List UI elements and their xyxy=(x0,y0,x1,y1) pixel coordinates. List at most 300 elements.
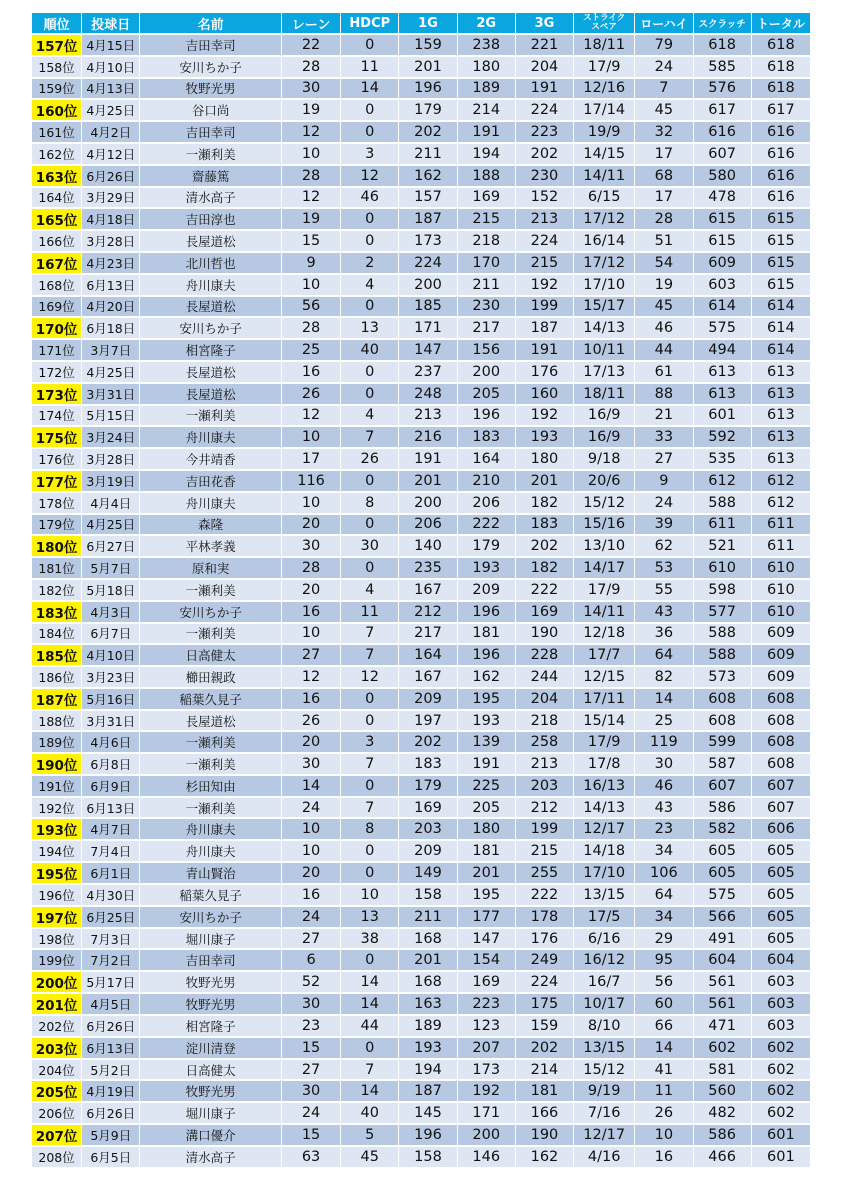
game-1-cell: 237 xyxy=(399,362,456,382)
lane-cell: 16 xyxy=(282,362,340,382)
name-cell: 原和実 xyxy=(140,558,281,578)
strike-spare-cell: 17/9 xyxy=(574,57,634,77)
date-cell: 6月5日 xyxy=(82,1147,139,1167)
game-1-cell: 197 xyxy=(399,711,456,731)
game-3-cell: 249 xyxy=(516,950,573,970)
game-1-cell: 201 xyxy=(399,950,456,970)
date-cell: 4月20日 xyxy=(82,297,139,317)
game-3-cell: 183 xyxy=(516,515,573,535)
game-1-cell: 163 xyxy=(399,994,456,1014)
game-2-cell: 196 xyxy=(458,645,515,665)
lane-cell: 116 xyxy=(282,471,340,491)
rank-cell: 176位 xyxy=(32,449,81,469)
strike-spare-cell: 18/11 xyxy=(574,384,634,404)
date-cell: 5月7日 xyxy=(82,558,139,578)
hdcp-cell: 0 xyxy=(341,711,398,731)
name-cell: 吉田花香 xyxy=(140,471,281,491)
rank-cell: 179位 xyxy=(32,515,81,535)
game-2-cell: 146 xyxy=(458,1147,515,1167)
strike-spare-cell: 14/11 xyxy=(574,602,634,622)
game-1-cell: 202 xyxy=(399,122,456,142)
name-cell: 舟川康夫 xyxy=(140,427,281,447)
strike-spare-cell: 13/15 xyxy=(574,1038,634,1058)
game-1-cell: 196 xyxy=(399,1125,456,1145)
rank-cell: 208位 xyxy=(32,1147,81,1167)
table-row xyxy=(32,384,810,404)
game-1-cell: 168 xyxy=(399,972,456,992)
hdcp-cell: 12 xyxy=(341,667,398,687)
header-game-3: 3G xyxy=(516,13,573,33)
total-cell: 604 xyxy=(752,950,810,970)
date-cell: 4月19日 xyxy=(82,1081,139,1101)
low-high-cell: 64 xyxy=(635,885,692,905)
low-high-cell: 60 xyxy=(635,994,692,1014)
low-high-cell: 25 xyxy=(635,711,692,731)
total-cell: 610 xyxy=(752,602,810,622)
date-cell: 6月1日 xyxy=(82,863,139,883)
date-cell: 6月13日 xyxy=(82,275,139,295)
game-1-cell: 213 xyxy=(399,406,456,426)
low-high-cell: 51 xyxy=(635,231,692,251)
hdcp-cell: 7 xyxy=(341,645,398,665)
game-2-cell: 225 xyxy=(458,776,515,796)
total-cell: 616 xyxy=(752,188,810,208)
date-cell: 4月3日 xyxy=(82,602,139,622)
strike-spare-cell: 12/17 xyxy=(574,1125,634,1145)
lane-cell: 15 xyxy=(282,231,340,251)
low-high-cell: 44 xyxy=(635,340,692,360)
scratch-cell: 586 xyxy=(694,798,751,818)
strike-spare-cell: 17/7 xyxy=(574,645,634,665)
table-row xyxy=(32,449,810,469)
game-2-cell: 188 xyxy=(458,166,515,186)
lane-cell: 10 xyxy=(282,841,340,861)
name-cell: 一瀬利美 xyxy=(140,798,281,818)
game-3-cell: 192 xyxy=(516,406,573,426)
table-row xyxy=(32,1125,810,1145)
lane-cell: 26 xyxy=(282,384,340,404)
game-1-cell: 158 xyxy=(399,1147,456,1167)
game-2-cell: 164 xyxy=(458,449,515,469)
table-row xyxy=(32,144,810,164)
hdcp-cell: 14 xyxy=(341,1081,398,1101)
hdcp-cell: 14 xyxy=(341,972,398,992)
low-high-cell: 34 xyxy=(635,841,692,861)
scratch-cell: 617 xyxy=(694,100,751,120)
game-1-cell: 157 xyxy=(399,188,456,208)
game-2-cell: 169 xyxy=(458,972,515,992)
strike-spare-cell: 14/17 xyxy=(574,558,634,578)
low-high-cell: 32 xyxy=(635,122,692,142)
name-cell: 牧野光男 xyxy=(140,994,281,1014)
total-cell: 611 xyxy=(752,515,810,535)
game-2-cell: 215 xyxy=(458,209,515,229)
header-game-1: 1G xyxy=(399,13,456,33)
strike-spare-cell: 17/11 xyxy=(574,689,634,709)
date-cell: 4月10日 xyxy=(82,645,139,665)
game-3-cell: 190 xyxy=(516,1125,573,1145)
header-total: トータル xyxy=(752,13,810,33)
low-high-cell: 46 xyxy=(635,776,692,796)
strike-spare-cell: 4/16 xyxy=(574,1147,634,1167)
rank-cell: 201位 xyxy=(32,994,81,1014)
lane-cell: 27 xyxy=(282,929,340,949)
low-high-cell: 26 xyxy=(635,1103,692,1123)
game-3-cell: 160 xyxy=(516,384,573,404)
game-3-cell: 224 xyxy=(516,231,573,251)
total-cell: 615 xyxy=(752,231,810,251)
hdcp-cell: 0 xyxy=(341,362,398,382)
scratch-cell: 602 xyxy=(694,1038,751,1058)
game-1-cell: 179 xyxy=(399,100,456,120)
game-3-cell: 199 xyxy=(516,297,573,317)
strike-spare-cell: 13/10 xyxy=(574,536,634,556)
game-2-cell: 183 xyxy=(458,427,515,447)
date-cell: 5月16日 xyxy=(82,689,139,709)
total-cell: 614 xyxy=(752,318,810,338)
lane-cell: 15 xyxy=(282,1125,340,1145)
table-row xyxy=(32,253,810,273)
table-row xyxy=(32,340,810,360)
total-cell: 608 xyxy=(752,732,810,752)
name-cell: 稲葉久見子 xyxy=(140,885,281,905)
game-2-cell: 192 xyxy=(458,1081,515,1101)
date-cell: 3月7日 xyxy=(82,340,139,360)
table-row xyxy=(32,275,810,295)
low-high-cell: 16 xyxy=(635,1147,692,1167)
name-cell: 牧野光男 xyxy=(140,79,281,99)
game-1-cell: 140 xyxy=(399,536,456,556)
total-cell: 611 xyxy=(752,536,810,556)
lane-cell: 10 xyxy=(282,624,340,644)
total-cell: 603 xyxy=(752,972,810,992)
rank-cell: 187位 xyxy=(32,689,81,709)
table-row xyxy=(32,558,810,578)
table-row xyxy=(32,231,810,251)
game-1-cell: 211 xyxy=(399,144,456,164)
game-2-cell: 156 xyxy=(458,340,515,360)
rank-cell: 192位 xyxy=(32,798,81,818)
total-cell: 603 xyxy=(752,994,810,1014)
hdcp-cell: 0 xyxy=(341,122,398,142)
game-3-cell: 202 xyxy=(516,144,573,164)
strike-spare-cell: 6/15 xyxy=(574,188,634,208)
lane-cell: 12 xyxy=(282,188,340,208)
game-2-cell: 189 xyxy=(458,79,515,99)
hdcp-cell: 0 xyxy=(341,863,398,883)
game-3-cell: 166 xyxy=(516,1103,573,1123)
table-row xyxy=(32,100,810,120)
total-cell: 609 xyxy=(752,667,810,687)
game-2-cell: 196 xyxy=(458,406,515,426)
date-cell: 4月2日 xyxy=(82,122,139,142)
game-2-cell: 181 xyxy=(458,624,515,644)
header-game-2: 2G xyxy=(458,13,515,33)
lane-cell: 10 xyxy=(282,493,340,513)
game-3-cell: 215 xyxy=(516,253,573,273)
low-high-cell: 64 xyxy=(635,645,692,665)
low-high-cell: 30 xyxy=(635,754,692,774)
game-1-cell: 202 xyxy=(399,732,456,752)
table-row xyxy=(32,297,810,317)
game-2-cell: 139 xyxy=(458,732,515,752)
game-1-cell: 162 xyxy=(399,166,456,186)
strike-spare-cell: 17/8 xyxy=(574,754,634,774)
date-cell: 4月15日 xyxy=(82,35,139,55)
total-cell: 614 xyxy=(752,297,810,317)
game-2-cell: 179 xyxy=(458,536,515,556)
table-row xyxy=(32,819,810,839)
strike-spare-cell: 17/5 xyxy=(574,907,634,927)
rank-cell: 171位 xyxy=(32,340,81,360)
total-cell: 605 xyxy=(752,841,810,861)
game-2-cell: 207 xyxy=(458,1038,515,1058)
low-high-cell: 17 xyxy=(635,188,692,208)
name-cell: 一瀬利美 xyxy=(140,624,281,644)
low-high-cell: 68 xyxy=(635,166,692,186)
lane-cell: 24 xyxy=(282,907,340,927)
game-3-cell: 222 xyxy=(516,885,573,905)
lane-cell: 10 xyxy=(282,275,340,295)
game-3-cell: 191 xyxy=(516,79,573,99)
game-3-cell: 222 xyxy=(516,580,573,600)
table-row xyxy=(32,841,810,861)
total-cell: 601 xyxy=(752,1125,810,1145)
date-cell: 6月26日 xyxy=(82,166,139,186)
low-high-cell: 56 xyxy=(635,972,692,992)
rank-cell: 182位 xyxy=(32,580,81,600)
name-cell: 一瀬利美 xyxy=(140,580,281,600)
table-row xyxy=(32,994,810,1014)
total-cell: 613 xyxy=(752,384,810,404)
hdcp-cell: 0 xyxy=(341,209,398,229)
low-high-cell: 45 xyxy=(635,100,692,120)
rank-cell: 196位 xyxy=(32,885,81,905)
lane-cell: 17 xyxy=(282,449,340,469)
name-cell: 平林孝義 xyxy=(140,536,281,556)
lane-cell: 12 xyxy=(282,122,340,142)
low-high-cell: 11 xyxy=(635,1081,692,1101)
scratch-cell: 607 xyxy=(694,776,751,796)
scratch-cell: 521 xyxy=(694,536,751,556)
total-cell: 606 xyxy=(752,819,810,839)
strike-spare-cell: 10/17 xyxy=(574,994,634,1014)
game-2-cell: 222 xyxy=(458,515,515,535)
game-3-cell: 214 xyxy=(516,1060,573,1080)
rank-cell: 170位 xyxy=(32,318,81,338)
date-cell: 3月29日 xyxy=(82,188,139,208)
game-1-cell: 167 xyxy=(399,667,456,687)
scratch-cell: 598 xyxy=(694,580,751,600)
game-2-cell: 214 xyxy=(458,100,515,120)
scratch-cell: 613 xyxy=(694,384,751,404)
hdcp-cell: 12 xyxy=(341,166,398,186)
table-row xyxy=(32,166,810,186)
rank-cell: 206位 xyxy=(32,1103,81,1123)
total-cell: 605 xyxy=(752,929,810,949)
low-high-cell: 82 xyxy=(635,667,692,687)
date-cell: 5月15日 xyxy=(82,406,139,426)
game-3-cell: 228 xyxy=(516,645,573,665)
rank-cell: 184位 xyxy=(32,624,81,644)
total-cell: 617 xyxy=(752,100,810,120)
total-cell: 616 xyxy=(752,144,810,164)
date-cell: 6月26日 xyxy=(82,1103,139,1123)
name-cell: 相宮隆子 xyxy=(140,340,281,360)
game-1-cell: 212 xyxy=(399,602,456,622)
table-row xyxy=(32,188,810,208)
hdcp-cell: 0 xyxy=(341,841,398,861)
total-cell: 613 xyxy=(752,427,810,447)
total-cell: 612 xyxy=(752,471,810,491)
name-cell: 長屋道松 xyxy=(140,711,281,731)
game-1-cell: 200 xyxy=(399,493,456,513)
name-cell: 櫛田親政 xyxy=(140,667,281,687)
strike-spare-cell: 17/13 xyxy=(574,362,634,382)
lane-cell: 30 xyxy=(282,1081,340,1101)
name-cell: 安川ちか子 xyxy=(140,602,281,622)
total-cell: 602 xyxy=(752,1038,810,1058)
game-1-cell: 216 xyxy=(399,427,456,447)
total-cell: 607 xyxy=(752,798,810,818)
total-cell: 618 xyxy=(752,79,810,99)
game-2-cell: 218 xyxy=(458,231,515,251)
low-high-cell: 66 xyxy=(635,1016,692,1036)
game-2-cell: 147 xyxy=(458,929,515,949)
rank-cell: 159位 xyxy=(32,79,81,99)
rank-cell: 207位 xyxy=(32,1125,81,1145)
game-1-cell: 193 xyxy=(399,1038,456,1058)
rank-cell: 205位 xyxy=(32,1081,81,1101)
game-2-cell: 230 xyxy=(458,297,515,317)
strike-spare-cell: 17/10 xyxy=(574,275,634,295)
game-3-cell: 193 xyxy=(516,427,573,447)
low-high-cell: 19 xyxy=(635,275,692,295)
hdcp-cell: 0 xyxy=(341,100,398,120)
low-high-cell: 14 xyxy=(635,689,692,709)
low-high-cell: 24 xyxy=(635,57,692,77)
lane-cell: 24 xyxy=(282,798,340,818)
game-3-cell: 192 xyxy=(516,275,573,295)
date-cell: 6月13日 xyxy=(82,1038,139,1058)
game-3-cell: 180 xyxy=(516,449,573,469)
game-3-cell: 159 xyxy=(516,1016,573,1036)
strike-spare-cell: 19/9 xyxy=(574,122,634,142)
game-3-cell: 221 xyxy=(516,35,573,55)
hdcp-cell: 0 xyxy=(341,689,398,709)
table-row xyxy=(32,732,810,752)
game-3-cell: 199 xyxy=(516,819,573,839)
hdcp-cell: 7 xyxy=(341,427,398,447)
date-cell: 4月5日 xyxy=(82,994,139,1014)
game-3-cell: 212 xyxy=(516,798,573,818)
game-1-cell: 167 xyxy=(399,580,456,600)
total-cell: 608 xyxy=(752,689,810,709)
game-1-cell: 217 xyxy=(399,624,456,644)
hdcp-cell: 46 xyxy=(341,188,398,208)
game-1-cell: 179 xyxy=(399,776,456,796)
lane-cell: 19 xyxy=(282,100,340,120)
game-1-cell: 191 xyxy=(399,449,456,469)
hdcp-cell: 40 xyxy=(341,340,398,360)
game-1-cell: 248 xyxy=(399,384,456,404)
scratch-cell: 615 xyxy=(694,231,751,251)
date-cell: 4月12日 xyxy=(82,144,139,164)
hdcp-cell: 0 xyxy=(341,231,398,251)
strike-spare-cell: 15/17 xyxy=(574,297,634,317)
date-cell: 6月9日 xyxy=(82,776,139,796)
hdcp-cell: 5 xyxy=(341,1125,398,1145)
strike-spare-cell: 16/14 xyxy=(574,231,634,251)
strike-spare-cell: 16/12 xyxy=(574,950,634,970)
game-1-cell: 211 xyxy=(399,907,456,927)
table-row xyxy=(32,209,810,229)
total-cell: 602 xyxy=(752,1060,810,1080)
strike-spare-cell: 20/6 xyxy=(574,471,634,491)
rank-cell: 198位 xyxy=(32,929,81,949)
rank-cell: 175位 xyxy=(32,427,81,447)
low-high-cell: 34 xyxy=(635,907,692,927)
rank-cell: 189位 xyxy=(32,732,81,752)
name-cell: 日高健太 xyxy=(140,1060,281,1080)
scratch-cell: 601 xyxy=(694,406,751,426)
hdcp-cell: 10 xyxy=(341,885,398,905)
strike-spare-cell: 12/17 xyxy=(574,819,634,839)
low-high-cell: 53 xyxy=(635,558,692,578)
header-rank: 順位 xyxy=(32,13,81,33)
low-high-cell: 23 xyxy=(635,819,692,839)
game-1-cell: 171 xyxy=(399,318,456,338)
scratch-cell: 588 xyxy=(694,645,751,665)
game-3-cell: 202 xyxy=(516,1038,573,1058)
scratch-cell: 566 xyxy=(694,907,751,927)
game-2-cell: 191 xyxy=(458,122,515,142)
rank-cell: 190位 xyxy=(32,754,81,774)
rank-cell: 185位 xyxy=(32,645,81,665)
date-cell: 3月31日 xyxy=(82,711,139,731)
hdcp-cell: 11 xyxy=(341,57,398,77)
table-row xyxy=(32,515,810,535)
game-2-cell: 211 xyxy=(458,275,515,295)
scratch-cell: 607 xyxy=(694,144,751,164)
hdcp-cell: 26 xyxy=(341,449,398,469)
lane-cell: 12 xyxy=(282,667,340,687)
scratch-cell: 614 xyxy=(694,297,751,317)
rank-cell: 162位 xyxy=(32,144,81,164)
scratch-cell: 587 xyxy=(694,754,751,774)
rank-cell: 186位 xyxy=(32,667,81,687)
rank-cell: 202位 xyxy=(32,1016,81,1036)
rank-cell: 166位 xyxy=(32,231,81,251)
game-3-cell: 230 xyxy=(516,166,573,186)
low-high-cell: 7 xyxy=(635,79,692,99)
hdcp-cell: 4 xyxy=(341,406,398,426)
game-1-cell: 169 xyxy=(399,798,456,818)
game-2-cell: 238 xyxy=(458,35,515,55)
strike-spare-cell: 10/11 xyxy=(574,340,634,360)
lane-cell: 16 xyxy=(282,602,340,622)
total-cell: 610 xyxy=(752,580,810,600)
scratch-cell: 605 xyxy=(694,863,751,883)
game-3-cell: 204 xyxy=(516,57,573,77)
rank-cell: 203位 xyxy=(32,1038,81,1058)
strike-spare-cell: 17/9 xyxy=(574,732,634,752)
total-cell: 609 xyxy=(752,645,810,665)
scratch-cell: 560 xyxy=(694,1081,751,1101)
rank-cell: 183位 xyxy=(32,602,81,622)
hdcp-cell: 11 xyxy=(341,602,398,622)
date-cell: 6月27日 xyxy=(82,536,139,556)
